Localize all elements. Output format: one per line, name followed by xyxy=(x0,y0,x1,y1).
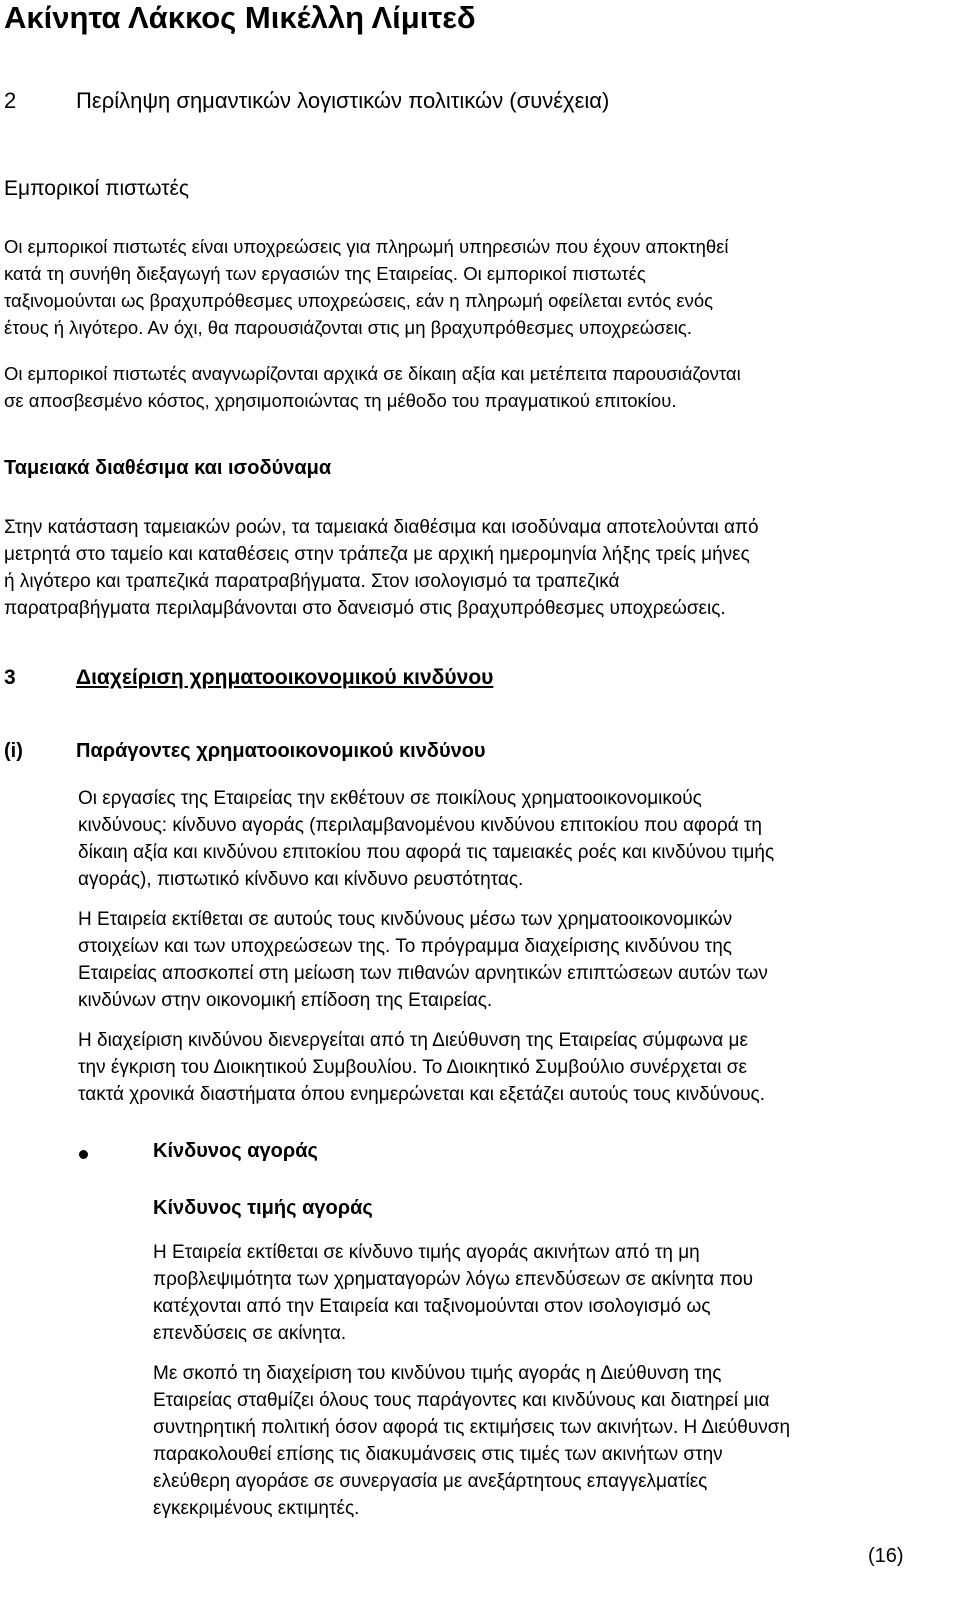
section-3-heading xyxy=(4,666,493,690)
trade-creditors-paragraph-1: Οι εμπορικοί πιστωτές είναι υποχρεώσεις για πληρωμή υπηρεσιών που έχουν αποκτηθεί κατά τη συνήθη διεξαγωγή των εργασιών της Εταιρείας. Οι εμπορικοί πιστωτές ταξινομούνται ως βραχυπρόθεσμες υποχρεώσεις, εάν η πληρωμή οφείλεται εντός ενός έτους ή λιγότερο. Αν όχι, θα παρουσιάζονται στις μη βραχυπρόθεσμες υποχρεώσεις. xyxy=(4,236,729,338)
financial-risk-paragraph-2: Η Εταιρεία εκτίθεται σε αυτούς τους κινδύνους μέσω των χρηματοοικονομικών στοιχείων και των υποχρεώσεων της. Το πρόγραμμα διαχείρισης κινδύνου της Εταιρείας αποσκοπεί στη μείωση των πιθανών αρνητικών επιπτώσεων αυτών των κινδύνων στην οικονομική επίδοση της Εταιρείας. xyxy=(78,909,768,1011)
financial-risk-paragraph-3: Η διαχείριση κινδύνου διενεργείται από τη Διεύθυνση της Εταιρείας σύμφωνα με την έγκριση του Διοικητικού Συμβουλίου. Το Διοικητικό Συμβούλιο συνέρχεται σε τακτά χρονικά διαστήματα όπου ενημερώνεται και εξετάζει αυτούς τους κινδύνους. xyxy=(78,1030,765,1105)
trade-creditors-heading: Εμπορικοί πιστωτές xyxy=(4,177,190,200)
section-3-title: Διαχείριση χρηματοοικονομικού κινδύνου xyxy=(76,666,494,689)
subsection-i-heading xyxy=(4,740,486,763)
cash-paragraph: Στην κατάσταση ταμειακών ροών, τα ταμειακά διαθέσιμα και ισοδύναμα αποτελούνται από μετρητά στο ταμείο και καταθέσεις στην τράπεζα με αρχική ημερομηνία λήξης τρείς μήνες ή λιγότερο και τραπεζικά παρατραβήγματα. Στον ισολογισμό τα τραπεζικά παρατραβήγματα περιλαμβάνονται στο δανεισμό στις βραχυπρόθεσμες υποχρεώσεις. xyxy=(4,517,759,619)
section-2-heading xyxy=(4,88,609,114)
cash-heading: Ταμειακά διαθέσιμα και ισοδύναμα xyxy=(4,457,332,479)
subsection-i-title: Παράγοντες χρηματοοικονομικού κινδύνου xyxy=(76,740,486,762)
subsection-i-number: (i) xyxy=(4,740,23,762)
section-2-number: 2 xyxy=(4,88,17,113)
section-3-number: 3 xyxy=(4,666,16,689)
section-2-title: Περίληψη σημαντικών λογιστικών πολιτικών (συνέχεια) xyxy=(76,88,610,113)
market-price-risk-heading: Κίνδυνος τιμής αγοράς xyxy=(153,1197,373,1219)
financial-risk-paragraph-1: Οι εργασίες της Εταιρείας την εκθέτουν σε ποικίλους χρηματοοικονομικούς κινδύνους: κίνδυνο αγοράς (περιλαμβανομένου κινδύνου επιτοκίου που αφορά τη δίκαιη αξία και κινδύνου επιτοκίου που αφορά τις ταμειακές ροές και κινδύνου τιμής αγοράς), πιστωτικό κίνδυνο και κίνδυνο ρευστότητας. xyxy=(78,788,775,890)
market-price-risk-paragraph-1: Η Εταιρεία εκτίθεται σε κίνδυνο τιμής αγοράς ακινήτων από τη μη προβλεψιμότητα των χρηματαγορών λόγω επενδύσεων σε ακίνητα που κατέχονται από την Εταιρεία και ταξινομούνται στον ισολογισμό ως επενδύσεις σε ακίνητα. xyxy=(153,1242,754,1344)
page-number: (16) xyxy=(868,1545,904,1567)
market-risk-bullet-title: Κίνδυνος αγοράς xyxy=(153,1140,318,1162)
company-title: Ακίνητα Λάκκος Μικέλλη Λίμιτεδ xyxy=(4,0,476,35)
trade-creditors-paragraph-2: Οι εμπορικοί πιστωτές αναγνωρίζονται αρχικά σε δίκαιη αξία και μετέπειτα παρουσιάζονται σε αποσβεσμένο κόστος, χρησιμοποιώντας τη μέθοδο του πραγματικού επιτοκίου. xyxy=(4,363,741,411)
market-price-risk-paragraph-2: Με σκοπό τη διαχείριση του κινδύνου τιμής αγοράς η Διεύθυνση της Εταιρείας σταθμίζει όλους τους παράγοντες και κινδύνους και διατηρεί μια συντηρητική πολιτική όσον αφορά τις εκτιμήσεις των ακινήτων. Η Διεύθυνση παρακολουθεί επίσης τις διακυμάνσεις στις τιμές των ακινήτων στην ελεύθερη αγοράσε σε συνεργασία με ανεξάρτητους επαγγελματίες εγκεκριμένους εκτιμητές. xyxy=(153,1363,791,1519)
bullet-icon xyxy=(79,1150,88,1159)
